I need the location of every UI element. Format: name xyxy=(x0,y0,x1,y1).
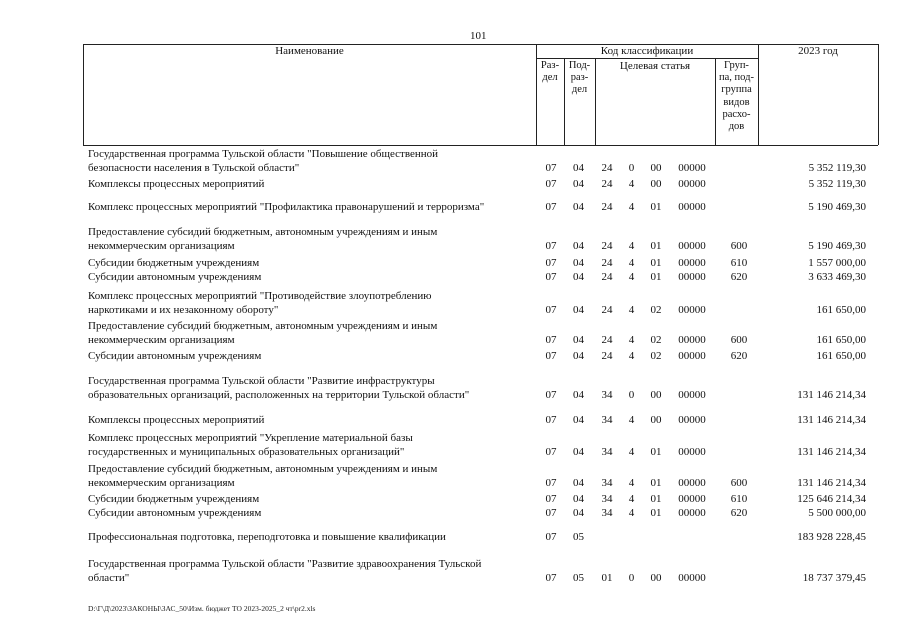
row-name-line: Субсидии бюджетным учреждениям xyxy=(88,493,260,505)
header-right-border xyxy=(878,44,879,145)
cell-vr: 620 xyxy=(730,271,748,283)
table-row xyxy=(0,270,905,284)
cell-amount: 161 650,00 xyxy=(816,350,866,362)
header-code-group: Код классификации xyxy=(600,45,694,57)
table-row xyxy=(0,349,905,363)
cell-t2: 4 xyxy=(628,507,635,519)
table-row xyxy=(0,200,905,214)
cell-amount: 5 190 469,30 xyxy=(808,240,866,252)
cell-pr: 04 xyxy=(573,493,584,505)
row-name-line: образовательных организаций, расположенных на территории Тульской области" xyxy=(88,389,470,401)
cell-amount: 1 557 000,00 xyxy=(808,257,866,269)
row-name-line: Предоставление субсидий бюджетным, автономным учреждениям и иным xyxy=(88,226,438,238)
cell-amount: 5 500 000,00 xyxy=(808,507,866,519)
row-name xyxy=(88,413,528,427)
table-row xyxy=(0,374,905,402)
cell-r: 07 xyxy=(545,572,557,584)
table-row xyxy=(0,431,905,459)
cell-t4: 00000 xyxy=(678,414,706,426)
row-name-line: некоммерческим организациям xyxy=(88,477,235,489)
cell-pr: 04 xyxy=(573,414,584,426)
cell-t1: 24 xyxy=(601,350,613,362)
cell-r: 07 xyxy=(545,271,557,283)
row-name-line: Государственная программа Тульской области "Развитие инфраструктуры xyxy=(88,375,435,387)
row-name-line: Комплекс процессных мероприятий "Противодействие злоупотреблению xyxy=(88,290,432,302)
row-name-line: безопасности населения в Тульской области" xyxy=(88,162,300,174)
cell-t1: 24 xyxy=(601,201,613,213)
row-name-line: Субсидии автономным учреждениям xyxy=(88,271,262,283)
cell-t1: 34 xyxy=(601,477,613,489)
cell-t4: 00000 xyxy=(678,334,706,346)
cell-t1: 24 xyxy=(601,304,613,316)
cell-pr: 04 xyxy=(573,446,584,458)
cell-t3: 02 xyxy=(650,304,662,316)
row-name xyxy=(88,374,528,402)
cell-pr: 04 xyxy=(573,201,584,213)
row-name xyxy=(88,431,528,459)
cell-t2: 4 xyxy=(628,493,635,505)
cell-t3: 01 xyxy=(650,507,662,519)
table-row xyxy=(0,289,905,317)
row-name xyxy=(88,200,528,214)
table-row xyxy=(0,462,905,490)
cell-amount: 131 146 214,34 xyxy=(797,446,866,458)
cell-t4: 00000 xyxy=(678,477,706,489)
cell-r: 07 xyxy=(545,178,557,190)
row-name xyxy=(88,557,528,585)
table-row xyxy=(0,506,905,520)
row-name xyxy=(88,492,528,506)
row-name xyxy=(88,530,528,544)
header-razdel: Раз- дел xyxy=(540,60,560,84)
cell-vr: 620 xyxy=(730,507,748,519)
cell-r: 07 xyxy=(545,414,557,426)
cell-pr: 05 xyxy=(573,531,584,543)
cell-t2: 4 xyxy=(628,271,635,283)
cell-t4: 00000 xyxy=(678,304,706,316)
cell-t4: 00000 xyxy=(678,446,706,458)
cell-t1: 34 xyxy=(601,507,613,519)
cell-t3: 01 xyxy=(650,201,662,213)
cell-t2: 4 xyxy=(628,201,635,213)
cell-t2: 4 xyxy=(628,414,635,426)
row-name xyxy=(88,319,528,347)
cell-r: 07 xyxy=(545,162,557,174)
cell-pr: 04 xyxy=(573,334,584,346)
table-row xyxy=(0,492,905,506)
table-row xyxy=(0,225,905,253)
cell-pr: 04 xyxy=(573,350,584,362)
row-name-line: Комплекс процессных мероприятий "Профилактика правонарушений и терроризма" xyxy=(88,201,485,213)
cell-amount: 3 633 469,30 xyxy=(808,271,866,283)
row-name xyxy=(88,147,528,175)
row-name-line: Комплексы процессных мероприятий xyxy=(88,414,265,426)
cell-r: 07 xyxy=(545,531,557,543)
cell-r: 07 xyxy=(545,201,557,213)
cell-t3: 00 xyxy=(650,178,662,190)
cell-t1: 24 xyxy=(601,178,613,190)
row-name-line: некоммерческим организациям xyxy=(88,240,235,252)
cell-t2: 4 xyxy=(628,446,635,458)
cell-t4: 00000 xyxy=(678,178,706,190)
cell-t2: 4 xyxy=(628,240,635,252)
cell-t4: 00000 xyxy=(678,493,706,505)
cell-amount: 131 146 214,34 xyxy=(797,389,866,401)
code-subheader-border xyxy=(536,58,758,59)
file-path-footer: D:\Г\Д\2023\ЗАКОНЫ\ЗАС_50\Изм. бюджет ТО 2023-2025_2 чт\pr2.xls xyxy=(88,604,316,613)
row-name xyxy=(88,289,528,317)
cell-t4: 00000 xyxy=(678,257,706,269)
cell-t3: 01 xyxy=(650,446,662,458)
cell-r: 07 xyxy=(545,350,557,362)
cell-r: 07 xyxy=(545,446,557,458)
row-name-line: Государственная программа Тульской области "Развитие здравоохранения Тульской xyxy=(88,558,482,570)
row-name-line: Комплексы процессных мероприятий xyxy=(88,178,265,190)
cell-t3: 01 xyxy=(650,257,662,269)
cell-t4: 00000 xyxy=(678,507,706,519)
cell-t1: 34 xyxy=(601,389,613,401)
cell-pr: 04 xyxy=(573,389,584,401)
cell-amount: 5 190 469,30 xyxy=(808,201,866,213)
row-name-line: Предоставление субсидий бюджетным, автономным учреждениям и иным xyxy=(88,320,438,332)
cell-amount: 131 146 214,34 xyxy=(797,477,866,489)
header-left-border xyxy=(83,44,84,145)
cell-t1: 24 xyxy=(601,271,613,283)
row-name-line: некоммерческим организациям xyxy=(88,334,235,346)
cell-t3: 02 xyxy=(650,350,662,362)
cell-t3: 01 xyxy=(650,477,662,489)
cell-amount: 125 646 214,34 xyxy=(797,493,866,505)
cell-pr: 04 xyxy=(573,271,584,283)
cell-vr: 600 xyxy=(730,334,748,346)
cell-r: 07 xyxy=(545,304,557,316)
row-name-line: области" xyxy=(88,572,130,584)
table-row xyxy=(0,319,905,347)
cell-vr: 600 xyxy=(730,240,748,252)
cell-t1: 34 xyxy=(601,414,613,426)
page-number: 101 xyxy=(470,30,487,42)
cell-t1: 24 xyxy=(601,334,613,346)
cell-vr: 620 xyxy=(730,350,748,362)
table-row xyxy=(0,147,905,175)
header-year: 2023 год xyxy=(798,45,838,57)
cell-pr: 04 xyxy=(573,304,584,316)
cell-t3: 00 xyxy=(650,162,662,174)
header-bottom-border xyxy=(83,145,878,146)
row-name xyxy=(88,462,528,490)
cell-t3: 02 xyxy=(650,334,662,346)
cell-t3: 01 xyxy=(650,240,662,252)
cell-t4: 00000 xyxy=(678,572,706,584)
cell-t4: 00000 xyxy=(678,162,706,174)
row-name-line: Субсидии бюджетным учреждениям xyxy=(88,257,260,269)
year-col-border xyxy=(758,44,759,145)
table-row xyxy=(0,557,905,585)
row-name xyxy=(88,225,528,253)
header-vid: Груп- па, под- группа видов расхо- дов xyxy=(719,60,754,133)
cell-t3: 01 xyxy=(650,271,662,283)
cell-amount: 183 928 228,45 xyxy=(797,531,866,543)
cell-pr: 04 xyxy=(573,178,584,190)
cell-t1: 24 xyxy=(601,162,613,174)
cell-t2: 4 xyxy=(628,257,635,269)
row-name xyxy=(88,256,528,270)
row-name xyxy=(88,270,528,284)
cell-pr: 04 xyxy=(573,507,584,519)
cell-pr: 04 xyxy=(573,257,584,269)
cell-t2: 0 xyxy=(628,572,635,584)
cell-r: 07 xyxy=(545,493,557,505)
cell-pr: 04 xyxy=(573,477,584,489)
cell-amount: 161 650,00 xyxy=(816,304,866,316)
cell-vr: 610 xyxy=(730,257,748,269)
table-row xyxy=(0,530,905,544)
cell-pr: 04 xyxy=(573,162,584,174)
cell-t2: 4 xyxy=(628,178,635,190)
cell-t1: 01 xyxy=(601,572,613,584)
cell-r: 07 xyxy=(545,507,557,519)
cell-t2: 4 xyxy=(628,334,635,346)
cell-r: 07 xyxy=(545,257,557,269)
row-name xyxy=(88,177,528,191)
table-row xyxy=(0,256,905,270)
cell-t2: 0 xyxy=(628,162,635,174)
cell-t4: 00000 xyxy=(678,350,706,362)
header-target: Целевая статья xyxy=(619,60,691,72)
cell-t4: 00000 xyxy=(678,271,706,283)
cell-t2: 4 xyxy=(628,304,635,316)
cell-t3: 00 xyxy=(650,414,662,426)
cell-vr: 600 xyxy=(730,477,748,489)
cell-amount: 5 352 119,30 xyxy=(808,178,866,190)
cell-r: 07 xyxy=(545,477,557,489)
cell-amount: 18 737 379,45 xyxy=(802,572,866,584)
table-row xyxy=(0,413,905,427)
cell-pr: 05 xyxy=(573,572,584,584)
row-name-line: Профессиональная подготовка, переподготовка и повышение квалификации xyxy=(88,531,446,543)
cell-t1: 24 xyxy=(601,257,613,269)
cell-t4: 00000 xyxy=(678,240,706,252)
cell-amount: 161 650,00 xyxy=(816,334,866,346)
cell-t3: 00 xyxy=(650,572,662,584)
row-name-line: Субсидии автономным учреждениям xyxy=(88,350,262,362)
cell-t2: 4 xyxy=(628,350,635,362)
row-name-line: Субсидии автономным учреждениям xyxy=(88,507,262,519)
header-podrazdel: Под- раз- дел xyxy=(568,60,591,96)
row-name xyxy=(88,349,528,363)
header-name: Наименование xyxy=(275,45,344,57)
row-name-line: государственных и муниципальных образовательных организаций" xyxy=(88,446,405,458)
cell-t1: 34 xyxy=(601,446,613,458)
table-row xyxy=(0,177,905,191)
cell-t1: 34 xyxy=(601,493,613,505)
cell-amount: 5 352 119,30 xyxy=(808,162,866,174)
cell-r: 07 xyxy=(545,240,557,252)
cell-r: 07 xyxy=(545,334,557,346)
cell-t1: 24 xyxy=(601,240,613,252)
cell-amount: 131 146 214,34 xyxy=(797,414,866,426)
cell-pr: 04 xyxy=(573,240,584,252)
cell-t3: 01 xyxy=(650,493,662,505)
cell-t4: 00000 xyxy=(678,201,706,213)
cell-r: 07 xyxy=(545,389,557,401)
row-name xyxy=(88,506,528,520)
cell-vr: 610 xyxy=(730,493,748,505)
cell-t2: 4 xyxy=(628,477,635,489)
cell-t4: 00000 xyxy=(678,389,706,401)
cell-t2: 0 xyxy=(628,389,635,401)
cell-t3: 00 xyxy=(650,389,662,401)
row-name-line: наркотиками и их незаконному обороту" xyxy=(88,304,279,316)
row-name-line: Комплекс процессных мероприятий "Укрепление материальной базы xyxy=(88,432,413,444)
row-name-line: Государственная программа Тульской области "Повышение общественной xyxy=(88,148,438,160)
row-name-line: Предоставление субсидий бюджетным, автономным учреждениям и иным xyxy=(88,463,438,475)
